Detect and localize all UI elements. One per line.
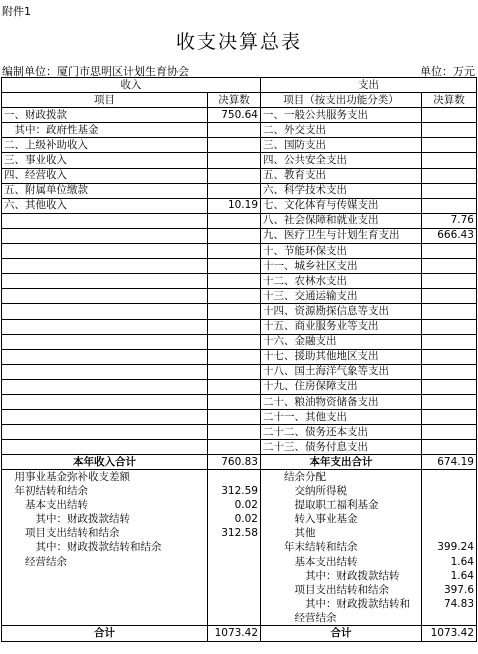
income-amount [208,138,261,153]
income-amount [208,555,261,569]
unit-name: 编制单位：厦门市思明区计划生育协会 [2,65,189,78]
income-amount: 312.59 [208,485,261,499]
table-row [2,274,477,289]
currency-unit: 单位：万元 [420,65,475,78]
expense-item: 十、节能环保支出 [261,244,422,259]
income-amount [208,213,261,228]
expense-item: 二十二、债务还本支出 [261,425,422,440]
balance-row [2,470,477,485]
income-total-amount: 1073.42 [208,626,261,641]
income-amount [208,123,261,138]
income-item: 用事业基金弥补收支差额 [2,470,208,485]
income-item [2,304,208,319]
table-row [2,304,477,319]
expense-item: 二十三、债务付息支出 [261,440,422,455]
expense-amount: 74.83 [422,597,477,611]
expense-amount: 397.6 [422,583,477,597]
table-row [2,410,477,425]
income-amount-header: 决算数 [208,93,261,108]
expense-amount [422,138,477,153]
income-amount: 750.64 [208,108,261,123]
income-amount [208,334,261,349]
income-item [2,213,208,228]
income-item: 其中：财政拨款结转 [2,513,208,527]
table-row [2,198,477,213]
expense-item: 其中：财政拨款结转 [261,569,422,583]
income-item [2,379,208,394]
income-item [2,259,208,274]
expense-item: 十七、援助其他地区支出 [261,349,422,364]
expense-item: 交纳所得税 [261,485,422,499]
income-item: 其中：财政拨款结转和结余 [2,541,208,555]
income-item: 项目支出结转和结余 [2,527,208,541]
income-header: 收入 [2,78,261,93]
table-row [2,153,477,168]
expense-item: 一、一般公共服务支出 [261,108,422,123]
expense-item: 提取职工福利基金 [261,499,422,513]
expense-item: 转入事业基金 [261,513,422,527]
income-item: 三、事业收入 [2,153,208,168]
expense-amount [422,440,477,455]
table-row [2,138,477,153]
expense-item: 五、教育支出 [261,168,422,183]
table-row [2,213,477,228]
income-item: 经营结余 [2,555,208,569]
income-item [2,334,208,349]
expense-amount [422,304,477,319]
expense-item: 二十一、其他支出 [261,410,422,425]
expense-item: 十五、商业服务业等支出 [261,319,422,334]
table-row [2,123,477,138]
expense-amount: 1.64 [422,569,477,583]
expense-item: 其他 [261,527,422,541]
income-item [2,583,208,597]
table-row [2,259,477,274]
income-amount [208,244,261,259]
expense-item: 结余分配 [261,470,422,485]
expense-item: 其中：财政拨款结转和 [261,597,422,611]
expense-item: 十二、农林水支出 [261,274,422,289]
expense-header: 支出 [261,78,477,93]
expense-item: 经营结余 [261,611,422,626]
budget-table [1,77,477,642]
income-item [2,597,208,611]
balance-row [2,569,477,583]
expense-amount [422,394,477,409]
income-amount [208,394,261,409]
expense-amount [422,319,477,334]
expense-item: 七、文化体育与传媒支出 [261,198,422,213]
income-item [2,228,208,243]
expense-amount [422,168,477,183]
expense-item: 十四、资源勘探信息等支出 [261,304,422,319]
grand-total-row [2,626,477,641]
income-amount [208,183,261,198]
table-row [2,379,477,394]
balance-row [2,527,477,541]
expense-amount [422,259,477,274]
expense-amount [422,334,477,349]
income-amount: 0.02 [208,513,261,527]
income-item: 其中：政府性基金 [2,123,208,138]
expense-amount [422,123,477,138]
income-item [2,440,208,455]
income-item [2,410,208,425]
income-amount: 10.19 [208,198,261,213]
expense-amount [422,349,477,364]
expense-amount [422,425,477,440]
income-amount [208,379,261,394]
table-row [2,183,477,198]
expense-amount [422,485,477,499]
expense-amount: 666.43 [422,228,477,243]
income-item [2,319,208,334]
expense-amount [422,183,477,198]
expense-amount [422,198,477,213]
expense-item: 六、科学技术支出 [261,183,422,198]
expense-total-amount: 1073.42 [422,626,477,641]
expense-item: 三、国防支出 [261,138,422,153]
income-total-label: 合计 [2,626,208,641]
income-item [2,289,208,304]
income-amount [208,274,261,289]
balance-row [2,541,477,555]
balance-row [2,611,477,626]
table-row [2,364,477,379]
income-amount [208,569,261,583]
expense-amount [422,513,477,527]
balance-row [2,513,477,527]
balance-row [2,597,477,611]
income-item [2,349,208,364]
table-row [2,228,477,243]
expense-amount [422,289,477,304]
expense-amount [422,611,477,626]
table-row [2,244,477,259]
expense-total-label: 本年支出合计 [261,455,422,470]
income-item: 一、财政拨款 [2,108,208,123]
expense-item: 项目支出结转和结余 [261,583,422,597]
expense-amount [422,499,477,513]
income-item [2,364,208,379]
table-row [2,349,477,364]
expense-amount [422,108,477,123]
table-row [2,440,477,455]
table-row [2,108,477,123]
income-item: 二、上级补助收入 [2,138,208,153]
table-row [2,319,477,334]
income-item [2,394,208,409]
income-item: 基本支出结转 [2,499,208,513]
balance-row [2,583,477,597]
expense-item: 八、社会保障和就业支出 [261,213,422,228]
expense-item: 年末结转和结余 [261,541,422,555]
income-amount [208,289,261,304]
expense-amount [422,470,477,485]
expense-total-label: 合计 [261,626,422,641]
expense-amount: 399.24 [422,541,477,555]
income-amount [208,349,261,364]
balance-row [2,499,477,513]
income-amount: 312.58 [208,527,261,541]
income-amount [208,597,261,611]
expense-amount [422,153,477,168]
column-header-row [2,93,477,108]
income-amount [208,470,261,485]
expense-item: 四、公共安全支出 [261,153,422,168]
income-item [2,274,208,289]
expense-item: 十六、金融支出 [261,334,422,349]
attachment-label: 附件1 [2,5,31,18]
income-amount [208,440,261,455]
table-row [2,394,477,409]
expense-amount [422,244,477,259]
table-row [2,289,477,304]
income-amount [208,319,261,334]
income-amount [208,228,261,243]
balance-row [2,485,477,499]
expense-item: 十九、住房保障支出 [261,379,422,394]
income-amount [208,611,261,626]
income-item [2,611,208,626]
income-amount [208,425,261,440]
expense-item: 十一、城乡社区支出 [261,259,422,274]
income-item [2,569,208,583]
income-amount [208,410,261,425]
expense-item: 二十、粮油物资储备支出 [261,394,422,409]
expense-item: 十三、交通运输支出 [261,289,422,304]
expense-item: 九、医疗卫生与计划生育支出 [261,228,422,243]
income-item: 五、附属单位缴款 [2,183,208,198]
income-amount [208,259,261,274]
expense-item: 基本支出结转 [261,555,422,569]
expense-total-amount: 674.19 [422,455,477,470]
table-row [2,425,477,440]
table-row [2,168,477,183]
income-amount [208,153,261,168]
expense-amount: 1.64 [422,555,477,569]
income-item: 六、其他收入 [2,198,208,213]
income-amount [208,304,261,319]
income-amount [208,583,261,597]
income-amount [208,364,261,379]
expense-amount [422,410,477,425]
expense-amount [422,527,477,541]
expense-amount-header: 决算数 [422,93,477,108]
expense-item: 二、外交支出 [261,123,422,138]
expense-item: 十八、国土海洋气象等支出 [261,364,422,379]
section-header-row [2,78,477,93]
income-total-amount: 760.83 [208,455,261,470]
expense-amount [422,274,477,289]
expense-amount [422,379,477,394]
income-item [2,425,208,440]
balance-row [2,555,477,569]
expense-amount: 7.76 [422,213,477,228]
page-title: 收支决算总表 [175,31,302,53]
income-amount [208,168,261,183]
income-item: 年初结转和结余 [2,485,208,499]
income-item [2,244,208,259]
income-total-label: 本年收入合计 [2,455,208,470]
expense-amount [422,364,477,379]
year-total-row [2,455,477,470]
income-amount [208,541,261,555]
income-amount: 0.02 [208,499,261,513]
table-row [2,334,477,349]
income-item: 四、经营收入 [2,168,208,183]
income-item-header: 项目 [2,93,208,108]
expense-item-header: 项目（按支出功能分类） [261,93,422,108]
